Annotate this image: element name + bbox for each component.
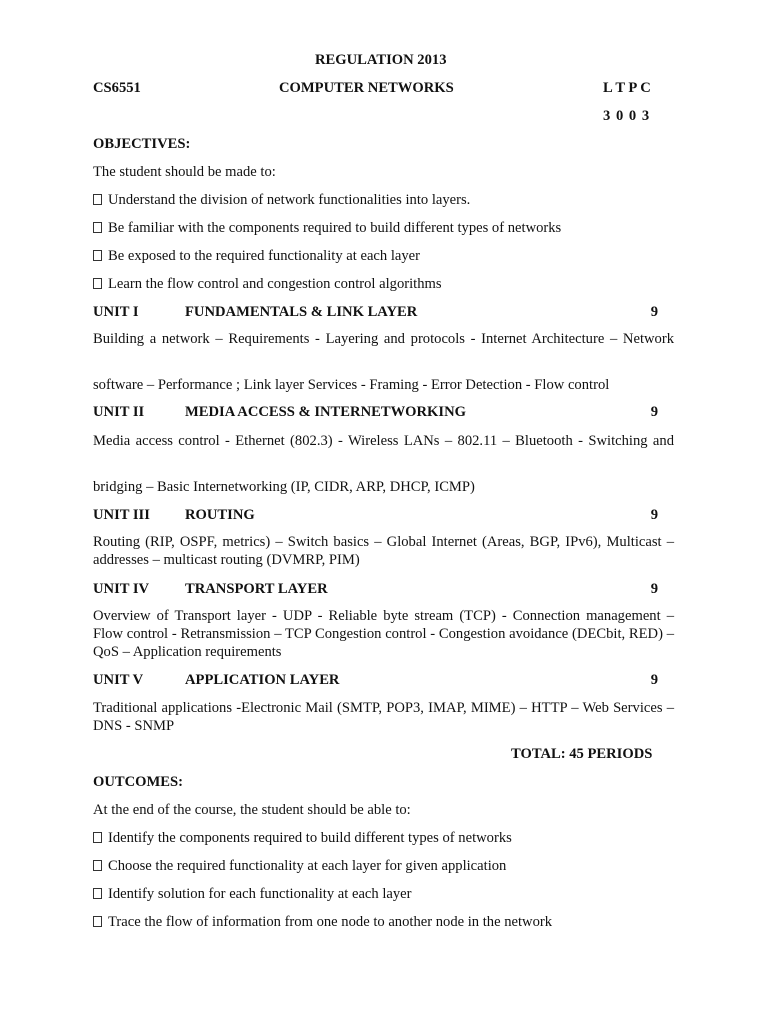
course-title: COMPUTER NETWORKS	[279, 80, 454, 96]
unit-periods: 9	[650, 581, 658, 597]
unit-text: Building a network – Requirements - Layering and protocols - Internet Architecture – Network	[93, 331, 674, 347]
unit-periods: 9	[650, 304, 658, 320]
unit-title: MEDIA ACCESS & INTERNETWORKING	[185, 404, 466, 420]
unit-text: Overview of Transport layer - UDP - Reliable byte stream (TCP) - Connection management – Flow control - Retransmission – TCP Congestion control - Congestion avoidance (DECbit, RED) – QoS – Application requirements	[93, 608, 674, 660]
unit-title: APPLICATION LAYER	[185, 672, 340, 688]
unit-code: UNIT III	[93, 507, 150, 523]
unit-header	[93, 403, 661, 421]
outcomes-heading: OUTCOMES:	[93, 774, 183, 790]
bullet-box-icon	[93, 832, 102, 843]
outcome-item: Identify the components required to build different types of networks	[93, 829, 512, 847]
unit-code: UNIT IV	[93, 581, 150, 597]
outcomes-intro: At the end of the course, the student should be able to:	[93, 802, 411, 818]
unit-text: Routing (RIP, OSPF, metrics) – Switch basics – Global Internet (Areas, BGP, IPv6), Multicast – addresses – multicast routing (DVMRP, PIM)	[93, 534, 674, 568]
objective-item: Be familiar with the components required to build different types of networks	[93, 219, 561, 237]
bullet-box-icon	[93, 222, 102, 233]
objective-item: Understand the division of network functionalities into layers.	[93, 191, 470, 209]
ltpc-values: 3 0 0 3	[603, 108, 651, 124]
objective-item: Be exposed to the required functionality at each layer	[93, 247, 420, 265]
unit-periods: 9	[650, 672, 658, 688]
unit-code: UNIT II	[93, 404, 145, 420]
objectives-intro: The student should be made to:	[93, 164, 276, 180]
unit-code: UNIT I	[93, 304, 139, 320]
unit-text: Media access control - Ethernet (802.3) - Wireless LANs – 802.11 – Bluetooth - Switching and	[93, 433, 674, 449]
bullet-box-icon	[93, 916, 102, 927]
bullet-box-icon	[93, 250, 102, 261]
unit-header	[93, 506, 661, 524]
outcome-item: Identify solution for each functionality at each layer	[93, 885, 412, 903]
unit-title: ROUTING	[185, 507, 255, 523]
unit-title: FUNDAMENTALS & LINK LAYER	[185, 304, 418, 320]
unit-header	[93, 580, 661, 598]
total-periods: TOTAL: 45 PERIODS	[511, 746, 653, 762]
unit-header	[93, 303, 661, 321]
ltpc-label: L T P C	[603, 80, 651, 96]
outcome-item: Choose the required functionality at each layer for given application	[93, 857, 506, 875]
unit-text: bridging – Basic Internetworking (IP, CIDR, ARP, DHCP, ICMP)	[93, 479, 475, 495]
bullet-box-icon	[93, 194, 102, 205]
bullet-box-icon	[93, 860, 102, 871]
objectives-heading: OBJECTIVES:	[93, 136, 191, 152]
unit-title: TRANSPORT LAYER	[185, 581, 328, 597]
objective-item: Learn the flow control and congestion control algorithms	[93, 275, 442, 293]
unit-code: UNIT V	[93, 672, 144, 688]
bullet-box-icon	[93, 278, 102, 289]
regulation-title: REGULATION 2013	[315, 52, 447, 68]
unit-header	[93, 671, 661, 689]
unit-periods: 9	[650, 507, 658, 523]
bullet-box-icon	[93, 888, 102, 899]
unit-text: Traditional applications -Electronic Mail (SMTP, POP3, IMAP, MIME) – HTTP – Web Services – DNS - SNMP	[93, 700, 674, 734]
unit-periods: 9	[650, 404, 658, 420]
course-code: CS6551	[93, 80, 141, 96]
unit-text: software – Performance ; Link layer Services - Framing - Error Detection - Flow control	[93, 377, 610, 393]
outcome-item: Trace the flow of information from one node to another node in the network	[93, 913, 552, 931]
